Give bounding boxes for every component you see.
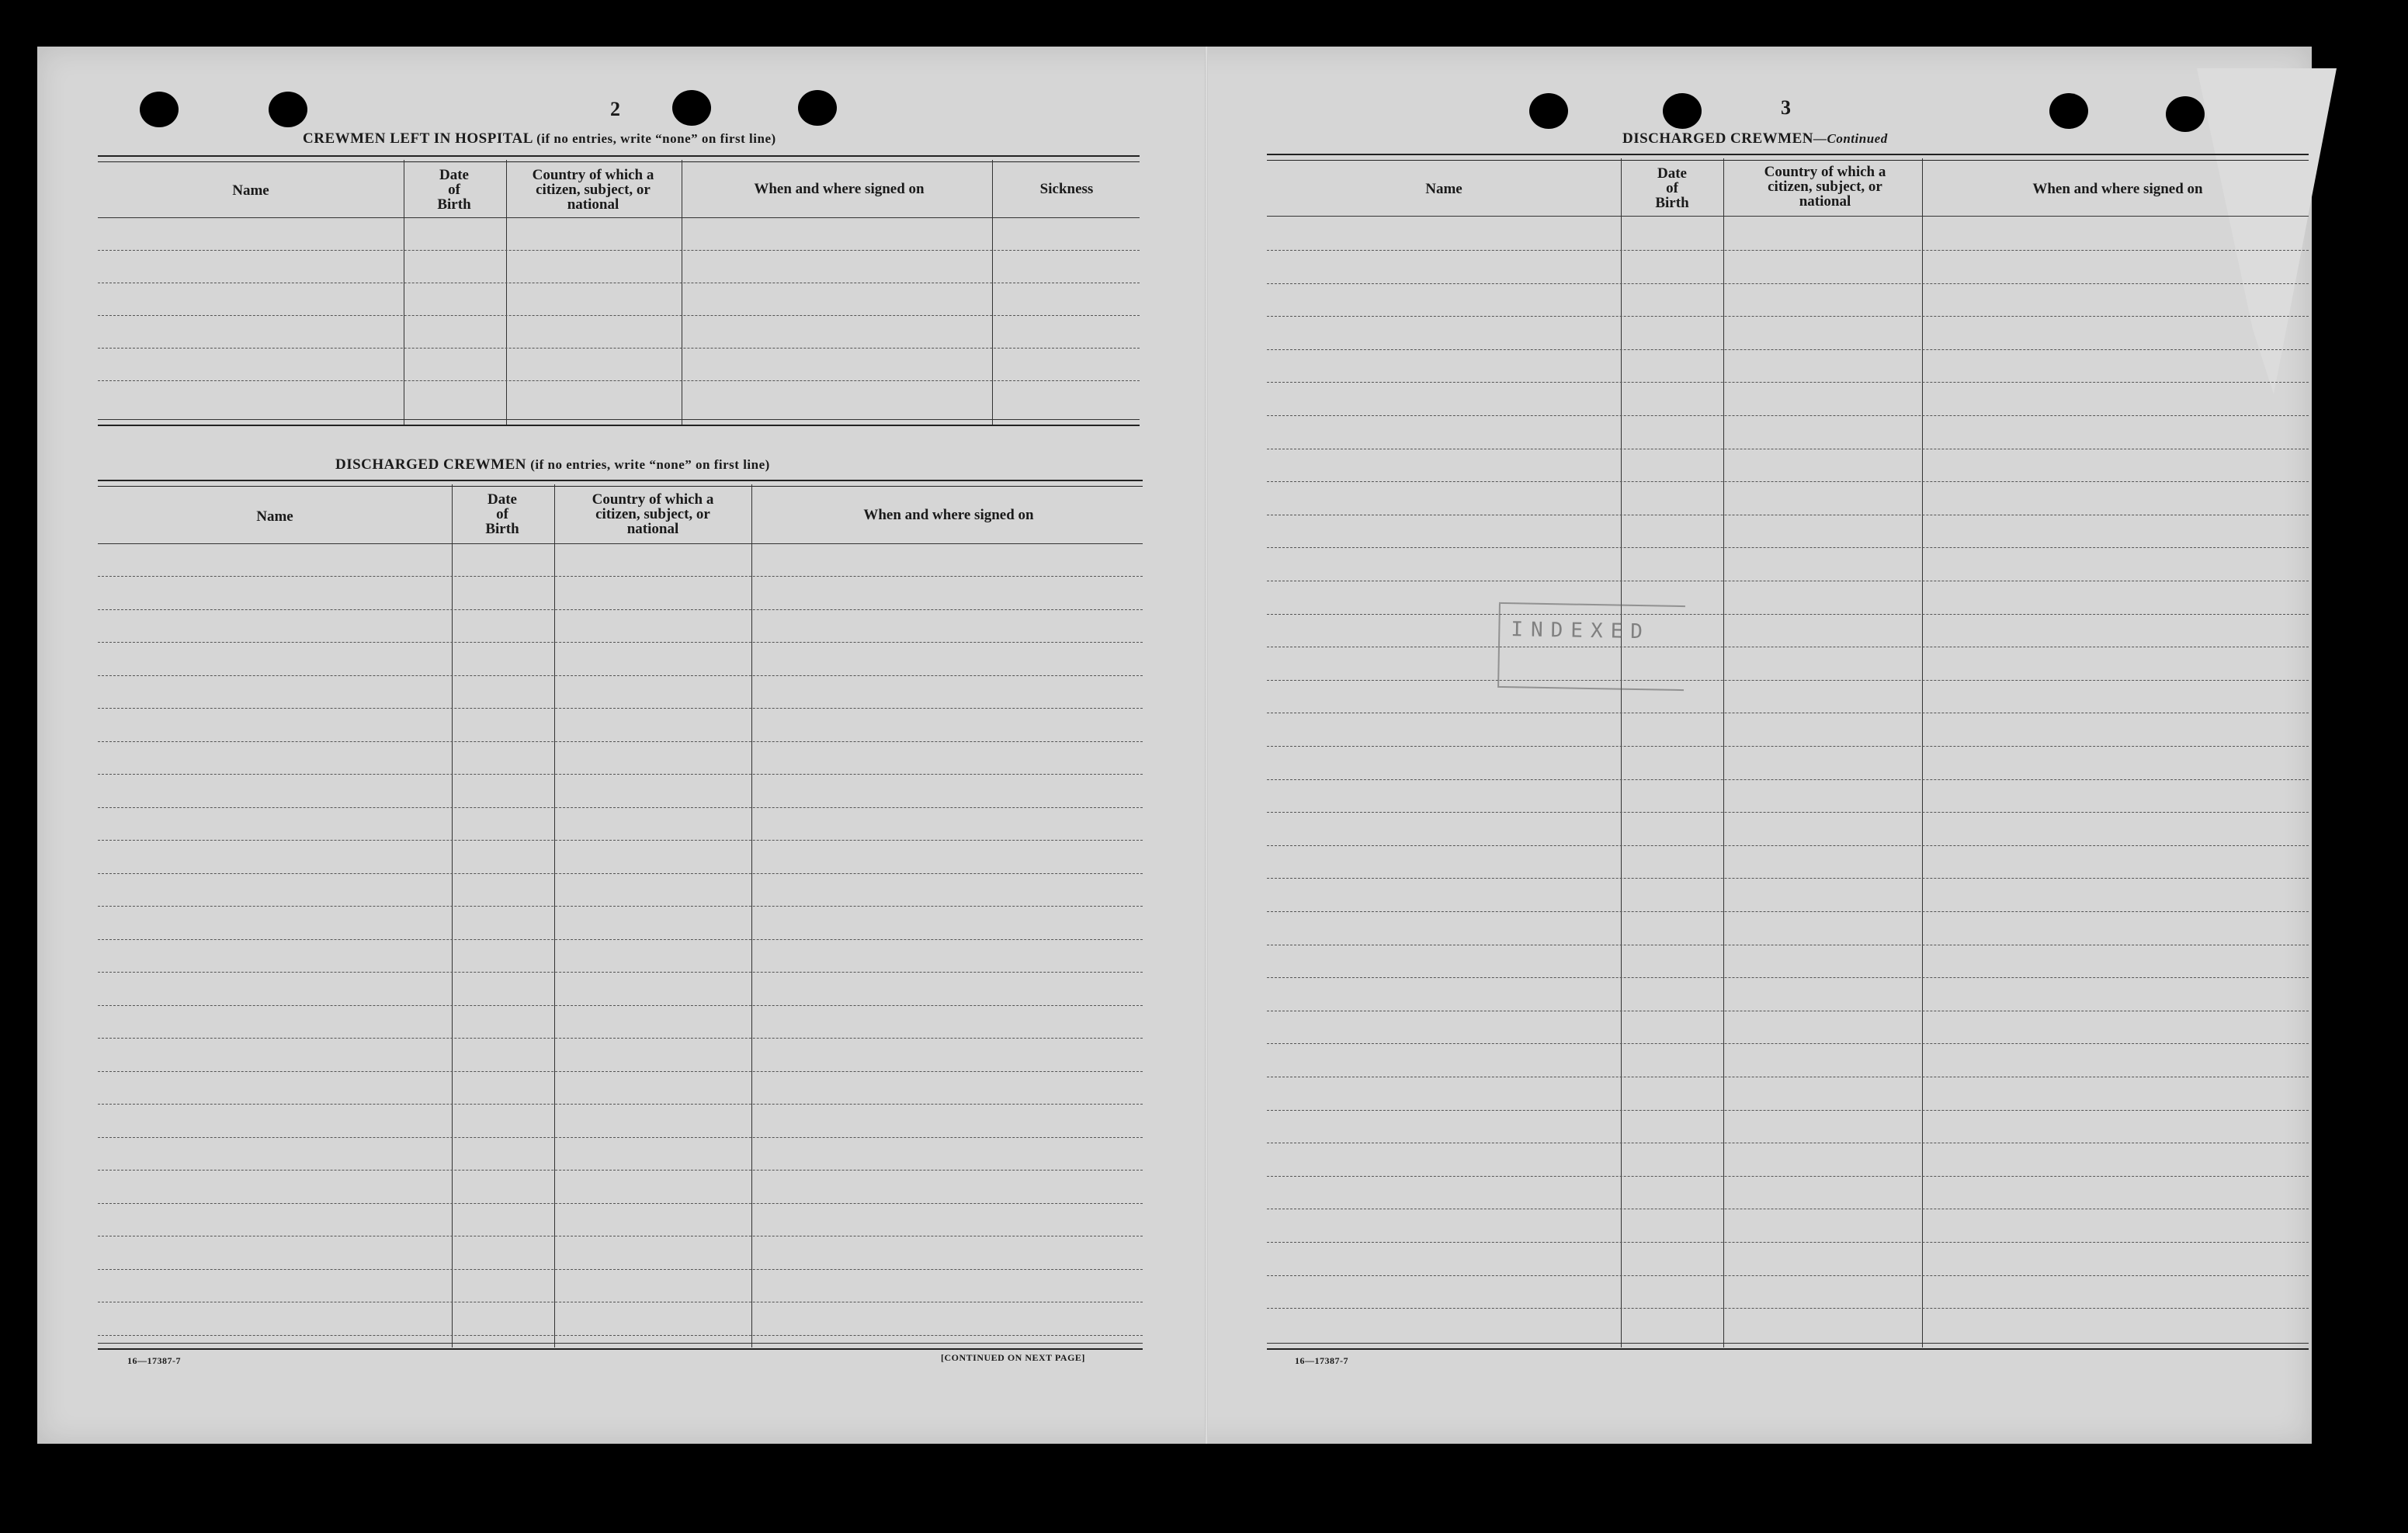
- punch-hole: [2166, 96, 2205, 132]
- discharged-title-note: (if no entries, write “none” on first line): [530, 457, 770, 472]
- discharged-continued-text: DISCHARGED CREWMEN: [1622, 130, 1813, 147]
- header-signed: When and where signed on: [754, 181, 925, 197]
- ruled-line: [1267, 1043, 2309, 1044]
- ruled-line: [98, 1104, 1143, 1105]
- punch-hole: [1663, 93, 1702, 129]
- ruled-line: [98, 1170, 1143, 1171]
- header-dob: Date of Birth: [437, 167, 471, 213]
- page-number-right: 3: [1781, 96, 1791, 119]
- ruled-line: [1267, 1176, 2309, 1177]
- ruled-line: [1267, 250, 2309, 251]
- ruled-line: [1267, 845, 2309, 846]
- ruled-line: [98, 873, 1143, 874]
- ruled-line: [98, 1335, 1143, 1336]
- ruled-line: [1267, 878, 2309, 879]
- page-fold: [1205, 47, 1208, 1444]
- ruled-line: [98, 1137, 1143, 1138]
- header-signed: When and where signed on: [2032, 181, 2203, 197]
- discharged-section-title: [335, 456, 770, 473]
- ruled-line: [98, 741, 1143, 742]
- ruled-line: [1267, 316, 2309, 317]
- header-sickness: Sickness: [1039, 181, 1094, 197]
- ruled-line: [1267, 415, 2309, 416]
- ruled-line: [1267, 614, 2309, 615]
- hospital-table: [98, 155, 1140, 427]
- hospital-section-title: [303, 130, 776, 147]
- ruled-line: [1267, 911, 2309, 912]
- ruled-line: [98, 1038, 1143, 1039]
- punch-hole: [269, 92, 307, 127]
- ruled-line: [98, 939, 1143, 940]
- discharged-title-text: DISCHARGED CREWMEN: [335, 456, 526, 473]
- ruled-line: [1267, 481, 2309, 482]
- ruled-line: [98, 609, 1143, 610]
- ruled-line: [98, 642, 1143, 643]
- ruled-line: [1267, 382, 2309, 383]
- ruled-line: [1267, 746, 2309, 747]
- ruled-line: [1267, 1242, 2309, 1243]
- ruled-line: [98, 1071, 1143, 1072]
- hospital-title-text: CREWMEN LEFT IN HOSPITAL: [303, 130, 533, 147]
- hospital-title-note: (if no entries, write “none” on first line): [536, 131, 776, 146]
- ruled-line: [1267, 680, 2309, 681]
- indexed-stamp: INDEXED: [1497, 602, 1685, 691]
- header-name: Name: [256, 508, 293, 525]
- ruled-line: [98, 708, 1143, 709]
- continued-next-page: [CONTINUED ON NEXT PAGE]: [941, 1352, 1085, 1363]
- ruled-line: [98, 807, 1143, 808]
- ruled-line: [1267, 977, 2309, 978]
- punch-hole: [798, 90, 837, 126]
- ruled-line: [1267, 1308, 2309, 1309]
- form-number-right: 16—17387-7: [1295, 1355, 1348, 1366]
- ruled-line: [1267, 283, 2309, 284]
- header-country: Country of which a citizen, subject, or national: [1764, 164, 1886, 210]
- ruled-line: [98, 972, 1143, 973]
- header-country: Country of which a citizen, subject, or national: [592, 491, 714, 537]
- ruled-line: [1267, 547, 2309, 548]
- continued-label: —Continued: [1813, 131, 1888, 146]
- ruled-line: [1267, 779, 2309, 780]
- header-dob: Date of Birth: [1655, 165, 1689, 211]
- ruled-line: [1267, 812, 2309, 813]
- ruled-line: [98, 840, 1143, 841]
- page-number-left: 2: [610, 98, 620, 120]
- punch-hole: [2049, 93, 2088, 129]
- ruled-line: [98, 1005, 1143, 1006]
- ruled-line: [98, 1269, 1143, 1270]
- ruled-line: [98, 774, 1143, 775]
- discharged-table-right: [1267, 154, 2309, 1351]
- ruled-line: [98, 1203, 1143, 1204]
- punch-hole: [1529, 93, 1568, 129]
- form-number-left: 16—17387-7: [127, 1355, 181, 1366]
- ruled-line: [1267, 1275, 2309, 1276]
- header-signed: When and where signed on: [863, 507, 1034, 523]
- discharged-table-left: [98, 480, 1143, 1351]
- header-name: Name: [1425, 181, 1462, 197]
- header-dob: Date of Birth: [485, 491, 519, 537]
- discharged-continued-title: [1622, 130, 1888, 147]
- ruled-line: [1267, 349, 2309, 350]
- ruled-line: [1267, 1110, 2309, 1111]
- header-name: Name: [232, 182, 269, 199]
- ruled-line: [98, 576, 1143, 577]
- punch-hole: [672, 90, 711, 126]
- header-country: Country of which a citizen, subject, or national: [532, 167, 654, 213]
- punch-hole: [140, 92, 179, 127]
- ruled-line: [98, 675, 1143, 676]
- ruled-line: [98, 906, 1143, 907]
